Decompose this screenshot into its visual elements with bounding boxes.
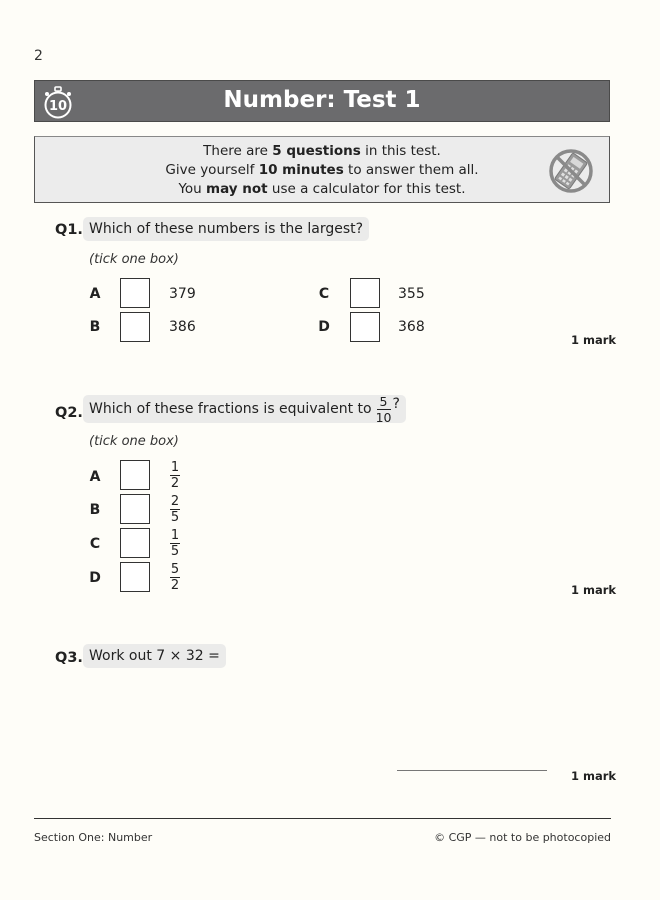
q2-option-c-checkbox[interactable] bbox=[120, 528, 150, 558]
q2-label: Q2. bbox=[55, 405, 83, 421]
q1-text: Which of these numbers is the largest? bbox=[83, 217, 369, 241]
q2-option-a-fraction: 1 2 bbox=[170, 460, 180, 491]
q1-label: Q1. bbox=[55, 222, 83, 238]
q2-option-c-letter: C bbox=[89, 536, 101, 552]
q2-option-d-letter: D bbox=[89, 570, 101, 586]
q2-option-b-letter: B bbox=[89, 502, 101, 518]
q2-mark: 1 mark bbox=[571, 583, 617, 597]
q2-instruction: (tick one box) bbox=[89, 434, 179, 449]
q2-target-fraction: $\frac{5}{10}$ bbox=[375, 393, 392, 425]
info-line-time: Give yourself 10 minutes to answer them all. bbox=[165, 162, 479, 178]
q1-option-c-value: 355 bbox=[398, 286, 425, 302]
test-title-bar bbox=[34, 80, 610, 122]
footer-divider bbox=[34, 818, 611, 819]
q3-label: Q3. bbox=[55, 650, 83, 666]
q1-option-c-checkbox[interactable] bbox=[350, 278, 380, 308]
q1-option-b-value: 386 bbox=[169, 319, 196, 335]
q1-option-a-letter: A bbox=[89, 286, 101, 302]
q3-text: Work out 7 × 32 = bbox=[83, 644, 226, 668]
q3-answer-line[interactable] bbox=[397, 770, 547, 771]
q1-option-a-value: 379 bbox=[169, 286, 196, 302]
q3-mark: 1 mark bbox=[571, 769, 617, 783]
q2-option-a-letter: A bbox=[89, 469, 101, 485]
q1-option-d-checkbox[interactable] bbox=[350, 312, 380, 342]
q2-option-d-fraction: 5 2 bbox=[170, 562, 180, 593]
q2-option-d-checkbox[interactable] bbox=[120, 562, 150, 592]
q2-option-b-checkbox[interactable] bbox=[120, 494, 150, 524]
q1-option-a-checkbox[interactable] bbox=[120, 278, 150, 308]
q2-option-b-fraction: 2 5 bbox=[170, 494, 180, 525]
svg-text:10: 10 bbox=[48, 99, 68, 114]
q2-option-c-fraction: 1 5 bbox=[170, 528, 180, 559]
footer-copyright: © CGP — not to be photocopied bbox=[434, 831, 611, 844]
info-line-calculator: You may not use a calculator for this test. bbox=[178, 181, 466, 197]
q1-instruction: (tick one box) bbox=[89, 252, 179, 267]
q2-option-a-checkbox[interactable] bbox=[120, 460, 150, 490]
q1-option-d-letter: D bbox=[318, 319, 330, 335]
q1-option-b-checkbox[interactable] bbox=[120, 312, 150, 342]
page-title: Number: Test 1 bbox=[223, 87, 421, 113]
page-number: 2 bbox=[34, 48, 43, 64]
q2-text: Which of these fractions is equivalent to $\frac{5}{10}$ ? bbox=[83, 395, 406, 423]
q1-option-d-value: 368 bbox=[398, 319, 425, 335]
instructions-box bbox=[34, 136, 610, 203]
no-calculator-icon bbox=[547, 147, 595, 195]
q1-option-b-letter: B bbox=[89, 319, 101, 335]
info-line-questions: There are 5 questions in this test. bbox=[203, 143, 441, 159]
q1-option-c-letter: C bbox=[318, 286, 330, 302]
footer-section: Section One: Number bbox=[34, 831, 153, 844]
q1-mark: 1 mark bbox=[571, 333, 617, 347]
